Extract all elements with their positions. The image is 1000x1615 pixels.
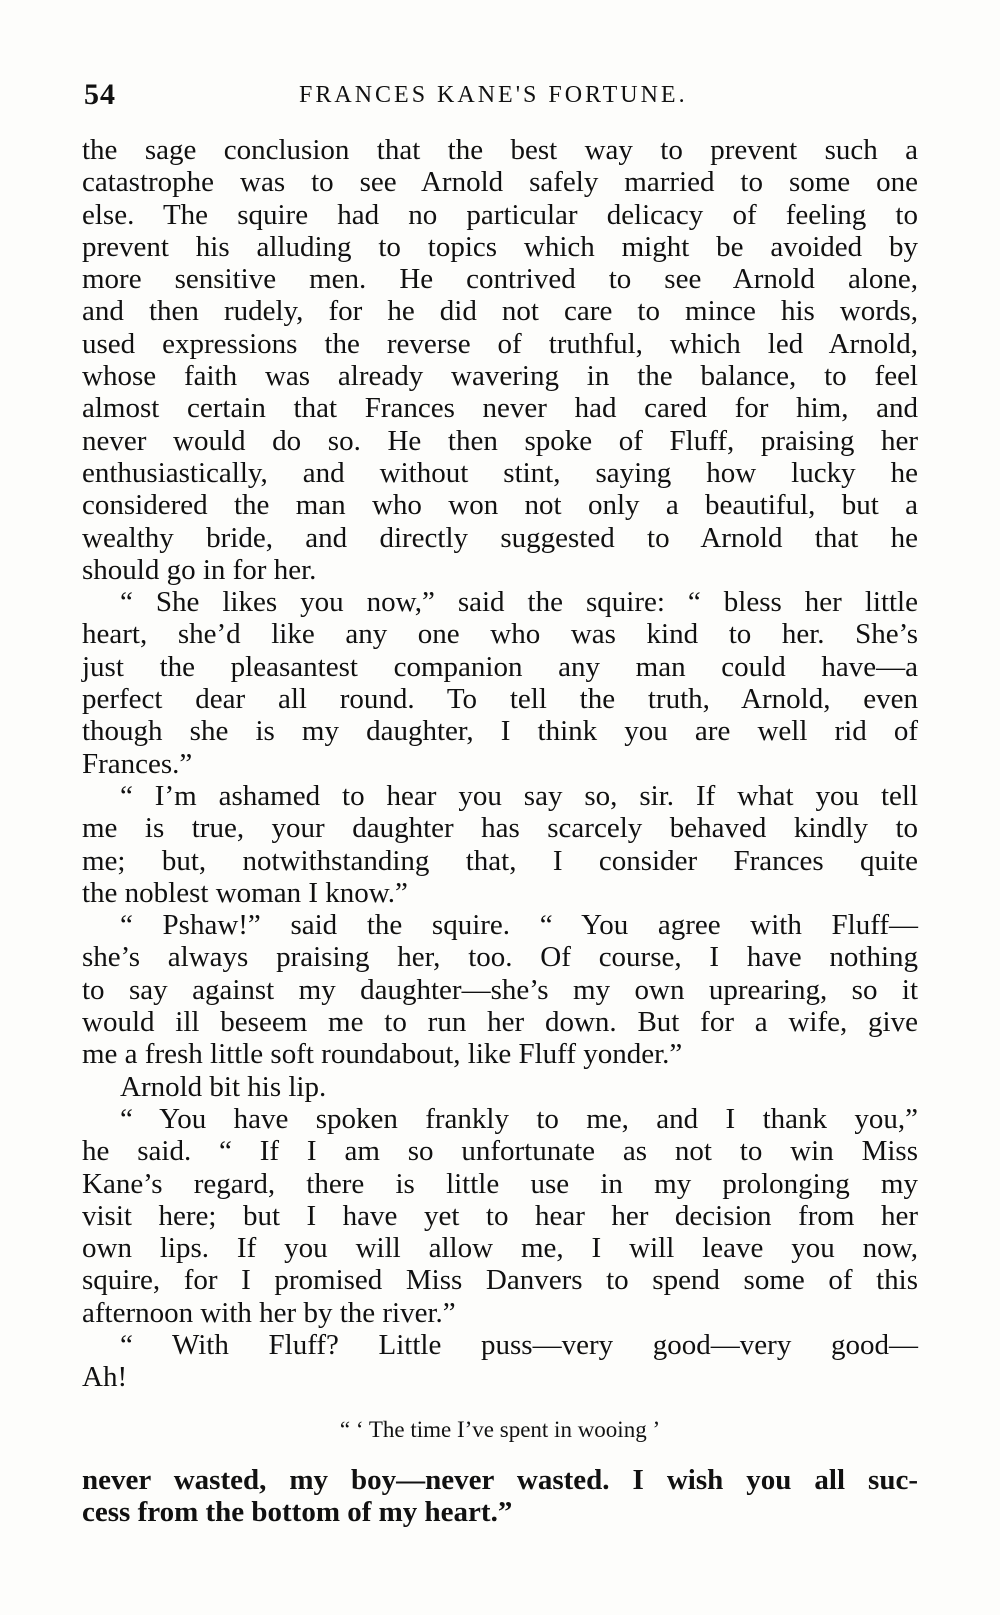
text-line: else. The squire had no particular delicacy of feeling to bbox=[82, 198, 918, 231]
text-line: me; but, notwithstanding that, I consider Frances quite bbox=[82, 844, 918, 877]
text-line: Arnold bit his lip. bbox=[120, 1070, 327, 1103]
closing-paragraph bbox=[82, 1464, 918, 1529]
text-line: “ You have spoken frankly to me, and I thank you,” bbox=[120, 1102, 918, 1135]
text-line: “ Pshaw!” said the squire. “ You agree with Fluff— bbox=[120, 909, 918, 942]
text-line: though she is my daughter, I think you are well rid of bbox=[82, 715, 918, 748]
text-line: the sage conclusion that the best way to prevent such a bbox=[82, 134, 918, 166]
text-line: never wasted, my boy—never wasted. I wish you all suc- bbox=[82, 1463, 918, 1496]
page-number: 54 bbox=[84, 78, 116, 111]
text-line: “ I’m ashamed to hear you say so, sir. If what you tell bbox=[120, 779, 918, 812]
text-line: afternoon with her by the river.” bbox=[82, 1296, 456, 1329]
text-line: me a fresh little soft roundabout, like Fluff yonder.” bbox=[82, 1038, 683, 1071]
text-line: visit here; but I have yet to hear her decision from her bbox=[82, 1199, 918, 1232]
text-line: more sensitive men. He contrived to see Arnold alone, bbox=[82, 263, 918, 296]
text-line: considered the man who won not only a beautiful, but a bbox=[82, 489, 918, 522]
text-line: to say against my daughter—she’s my own uprearing, so it bbox=[82, 973, 918, 1006]
running-title: FRANCES KANE'S FORTUNE. bbox=[299, 82, 688, 108]
text-line: enthusiastically, and without stint, saying how lucky he bbox=[82, 456, 918, 489]
text-line: just the pleasantest companion any man could have—a bbox=[82, 650, 918, 683]
text-line: Frances.” bbox=[82, 747, 193, 780]
verse-quote: “ ‘ The time I’ve spent in wooing ’ bbox=[339, 1416, 661, 1442]
text-line: squire, for I promised Miss Danvers to spend some of this bbox=[82, 1264, 918, 1297]
text-line: never would do so. He then spoke of Fluff, praising her bbox=[82, 424, 918, 457]
text-line: and then rudely, for he did not care to mince his words, bbox=[82, 295, 918, 328]
text-line: own lips. If you will allow me, I will leave you now, bbox=[82, 1232, 918, 1265]
text-line: wealthy bride, and directly suggested to Arnold that he bbox=[82, 521, 918, 554]
main-paragraphs bbox=[82, 134, 918, 1394]
text-line: Kane’s regard, there is little use in my prolonging my bbox=[82, 1167, 918, 1200]
text-line: the noblest woman I know.” bbox=[82, 876, 408, 909]
text-line: “ With Fluff? Little puss—very good—very good— bbox=[120, 1328, 918, 1361]
body-text bbox=[82, 134, 918, 1528]
text-line: Ah! bbox=[82, 1361, 128, 1394]
text-line: almost certain that Frances never had cared for him, and bbox=[82, 392, 918, 425]
text-line: heart, she’d like any one who was kind to her. She’s bbox=[82, 618, 918, 651]
text-line: cess from the bottom of my heart.” bbox=[82, 1495, 513, 1528]
text-line: should go in for her. bbox=[82, 553, 317, 586]
text-line: prevent his alluding to topics which might be avoided by bbox=[82, 230, 918, 263]
text-line: whose faith was already wavering in the balance, to feel bbox=[82, 360, 918, 393]
text-line: would ill beseem me to run her down. But for a wife, give bbox=[82, 1006, 918, 1039]
text-line: me is true, your daughter has scarcely behaved kindly to bbox=[82, 812, 918, 845]
text-line: catastrophe was to see Arnold safely married to some one bbox=[82, 166, 918, 199]
text-line: perfect dear all round. To tell the truth, Arnold, even bbox=[82, 683, 918, 716]
text-line: “ She likes you now,” said the squire: “ bless her little bbox=[120, 586, 918, 619]
page-header bbox=[84, 78, 916, 118]
text-line: she’s always praising her, too. Of course, I have nothing bbox=[82, 941, 918, 974]
text-line: he said. “ If I am so unfortunate as not to win Miss bbox=[82, 1135, 918, 1168]
text-line: used expressions the reverse of truthful, which led Arnold, bbox=[82, 327, 918, 360]
